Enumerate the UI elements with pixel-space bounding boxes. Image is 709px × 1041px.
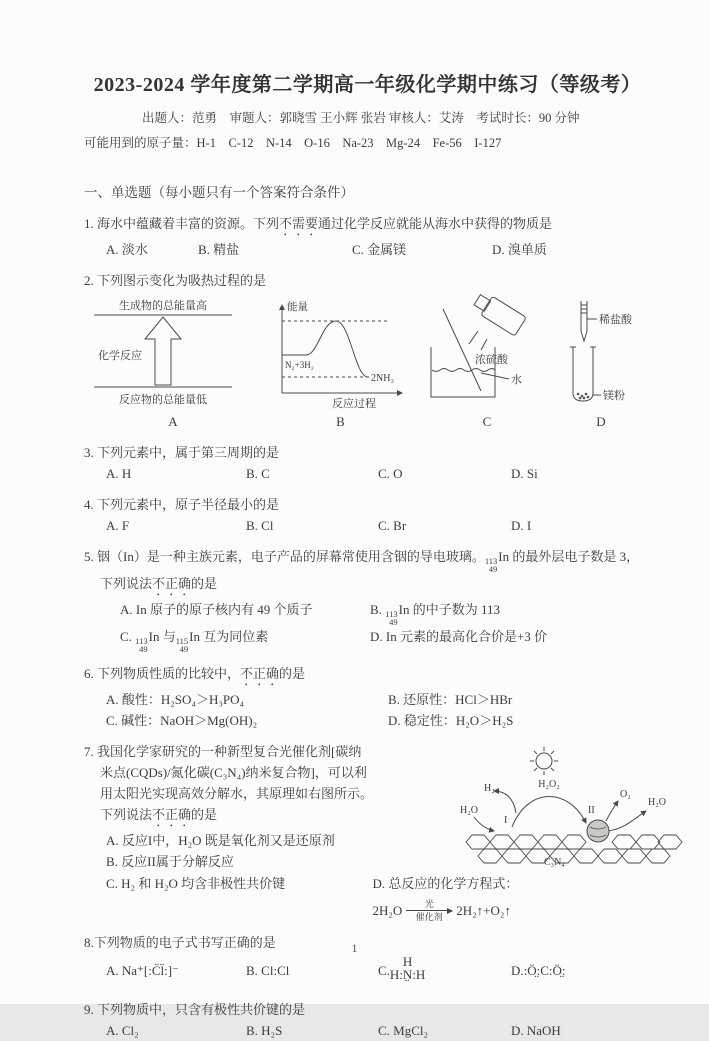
q7-diagram-texts [460,779,666,868]
test-tube-diagram [551,297,651,409]
q5-b-post: In 的中子数为 113 [398,602,500,617]
atomic-number: 49 [389,617,398,627]
energy-axis-label: 能量 [287,302,308,313]
q1-option-d: D. 溴单质 [492,242,547,257]
mass-number: 115 [175,636,189,646]
q8-option-c [378,955,511,981]
diagram-d-shapes [570,301,601,401]
nuclide-113-49 [385,610,397,626]
energy-curve-diagram [258,297,410,409]
q2-stem: 2. 下列图示变化为吸热过程的是 [84,273,267,288]
reaction-arrow [406,899,452,922]
q9-stem: 9. 下列物质中，只含有极性共价键的是 [84,1002,306,1017]
q1-stem-pre: 1. 海水中蕴藏着丰富的资源。下列 [84,216,280,231]
q3-stem: 3. 下列元素中，属于第三周期的是 [84,445,280,460]
question-2 [84,270,651,432]
section-heading: 一、单选题（每小题只有一个答案符合条件） [84,185,354,200]
arrow-condition-over: 光 [424,899,434,909]
q5-option-d: D. In 元素的最高化合价是+3 价 [370,629,548,644]
page-number: 1 [351,941,358,955]
chemical-equation [372,899,511,922]
question-5 [84,546,651,653]
q1-stem-post: 通过化学反应就能从海水中获得的物质是 [318,216,553,231]
q7-d-label: D. 总反应的化学方程式： [372,876,519,891]
q4-option-a: A. F [106,518,130,533]
q5-option-c [120,626,370,653]
atomic-number: 49 [139,644,148,654]
q5-options-row2 [120,626,651,653]
q9-option-c: C. MgCl₂ [378,1023,429,1038]
water-label: 水 [511,374,522,386]
q4-option-c: C. Br [378,518,407,533]
q2-diagram-b [258,297,423,432]
magnesium-powder-dots [577,393,590,400]
q5-stem-line2 [84,573,651,599]
q8-option-b: B. Cl:Cl [246,963,290,978]
q2-label-d: D [596,414,606,429]
q8-options [106,955,651,981]
reactants-energy-label: 反应物的总能量低 [119,394,207,406]
q7-l4-pre: 下列说法 [100,807,153,822]
atomic-number: 49 [488,564,498,574]
question-6 [84,663,651,731]
question-7 [84,741,666,922]
q2-label-c: C [482,414,492,429]
q9-option-a: A. Cl₂ [106,1023,139,1038]
q5-c-pre: C. [120,629,136,644]
q5-c-post: In 互为同位素 [189,629,269,644]
co2-lewis-structure: :Ö̤:C:Ö̤: [523,963,566,978]
q5-stem-emph: 不正确 [152,576,192,591]
q2-diagram-c [423,297,551,432]
magnesium-powder-label: 镁粉 [603,390,625,402]
q7-options-cd-row [106,873,651,922]
q7-stem-line3: 用太阳光实现高效分解水，其原理如右图所示。 [100,786,374,801]
q2-diagrams [88,297,651,432]
q6-option-a: A. 酸性：H₂SO₄＞H₃PO₄ [106,692,245,707]
q5-stem-l2pre: 下列说法 [100,576,153,591]
q6-stem-pre: 6. 下列物质性质的比较中， [84,666,241,681]
question-8 [84,932,651,981]
diagram-d-texts [599,312,633,402]
q3-option-c: C. O [378,466,403,481]
q6-options-row1 [106,689,651,710]
sulfuric-acid-label: 浓硫酸 [475,354,508,366]
q6-option-d: D. 稳定性：H₂O＞H₂S [388,713,514,728]
q6-stem [84,663,651,689]
q5-stem-line1 [84,546,651,573]
q6-option-c: C. 碱性：NaOH＞Mg(OH)₂ [106,713,258,728]
q3-option-b: B. C [246,466,270,481]
q1-option-b: B. 精盐 [198,242,240,257]
equation-left: 2H₂O [372,903,403,918]
cqd-sphere [587,820,609,842]
q4-option-d: D. I [511,518,532,533]
q5-c-mid: In 与 [148,629,176,644]
beaker-pouring-diagram [423,297,541,409]
q2-diagram-d [551,297,651,432]
arrow-shaft [406,910,452,911]
question-1 [84,213,651,260]
energy-level-diagram [88,297,238,409]
q7-option-c: C. H₂ 和 H₂O 均含非极性共价键 [106,876,286,891]
q7-option-a-row [106,830,456,851]
q9-options [106,1020,651,1041]
product-formula: 2NH₃ [371,373,394,384]
q7-stem-line1: 7. 我国化学家研究的一种新型复合光催化剂[碳纳 [84,744,362,759]
q7-option-a: A. 反应I中，H₂O 既是氧化剂又是还原剂 [106,833,335,848]
atomic-masses: 可能用到的原子量：H-1 C-12 N-14 O-16 Na-23 Mg-24 Fe-56 I-127 [84,136,502,150]
q5-options-row1 [120,599,651,626]
q8-d-label: D. [511,963,524,978]
reaction-progress-label: 反应过程 [332,398,376,410]
q5-option-a: A. In 原子的原子核内有 49 个质子 [120,602,313,617]
q6-option-b: B. 还原性：HCl＞HBr [388,692,513,707]
q1-option-c: C. 金属镁 [352,242,407,257]
diagram-a-texts [98,298,207,406]
atomic-number: 49 [179,644,189,654]
q7-diagram-column [456,741,688,873]
nuclide-113-49 [135,637,147,653]
equation-right: 2H₂↑+O₂↑ [456,903,511,918]
q4-stem: 4. 下列元素中，原子半径最小的是 [84,497,280,512]
sun-icon [530,747,558,775]
q7-l4-post: 的是 [191,807,218,822]
o2-label: O₂ [620,789,631,800]
q2-label-b: B [336,414,345,429]
q1-stem [84,213,651,239]
step2-label: II [588,805,595,816]
hexagon-lattice [466,835,682,863]
q7-stem-line2: 米点(CQDs)/氮化碳(C₃N₄)纳米复合物]，可以利 [100,765,367,780]
q7-l4-emph: 不正确 [152,807,192,822]
step1-label: I [504,815,508,826]
exam-title: 2023-2024 学年度第二学期高一年级化学期中练习（等级考） [93,74,642,96]
lewis-main: H:N̤:H [389,967,426,982]
q8-c-label: C. [378,963,390,978]
q6-stem-post: 的是 [279,666,306,681]
h2o2-label: H₂O₂ [538,779,560,790]
q2-label-a: A [168,414,178,429]
q7-stem-line4 [84,804,456,830]
q6-stem-emph: 不正确 [240,666,280,681]
h2o-left-label: H₂O [460,805,478,816]
mass-number: 113 [135,636,148,646]
ammonia-lewis-structure [390,955,425,981]
diagram-c-texts [475,352,522,386]
q7-body [84,741,666,873]
q7-option-d [372,873,651,922]
q7-option-b-row [106,851,456,872]
h2-label: H₂ [484,783,495,794]
hydrochloric-acid-label: 稀盐酸 [599,314,632,326]
q5-stem-l2post: 的是 [191,576,218,591]
q9-option-d: D. NaOH [511,1023,561,1038]
c3n4-label: C₃N₄ [544,857,565,868]
q8-stem: 8.下列物质的电子式书写正确的是 [84,935,276,950]
q8-option-d [511,960,566,981]
q3-option-a: A. H [106,466,132,481]
q7-option-b: B. 反应II属于分解反应 [106,854,234,869]
q6-options-row2 [106,710,651,731]
q3-options [106,463,651,484]
photocatalyst-diagram [456,743,688,873]
q7-text-column [84,741,456,873]
q5-option-b [370,599,500,626]
q5-b-pre: B. [370,602,386,617]
reactants-formula: N₂+3H₂ [285,360,314,370]
q1-options [106,239,651,260]
mass-number: 113 [484,556,498,566]
products-energy-label: 生成物的总能量高 [119,300,207,312]
q1-stem-emph: 不需要 [279,216,319,231]
question-3 [84,442,651,484]
nuclide-115-49 [176,637,188,653]
q9-option-b: B. H₂S [246,1023,283,1038]
mass-number: 113 [385,609,398,619]
h2o-right-label: H₂O [648,797,666,808]
examiner-info: 出题人：范勇 审题人：郭晓雪 王小辉 张岩 审核人：艾涛 考试时长：90 分钟 [142,111,580,125]
question-9 [84,999,651,1041]
arrow-condition-under: 催化剂 [415,912,443,922]
q3-option-d: D. Si [511,466,538,481]
q4-option-b: B. Cl [246,518,274,533]
q2-diagram-a [88,297,258,432]
q1-option-a: A. 淡水 [106,242,148,257]
chemical-reaction-label: 化学反应 [98,350,142,362]
lewis-top-h: H [402,954,413,969]
q5-stem-pre: 5. 铟（In）是一种主族元素，电子产品的屏幕常使用含铟的导电玻璃。 [84,549,485,564]
q8-option-a: A. Na⁺[:C̈l̈:]⁻ [106,963,179,978]
q5-stem-post: In 的最外层电子数是 3， [498,549,640,564]
q4-options [106,515,651,536]
question-4 [84,494,651,536]
nuclide-113-49 [485,557,497,573]
